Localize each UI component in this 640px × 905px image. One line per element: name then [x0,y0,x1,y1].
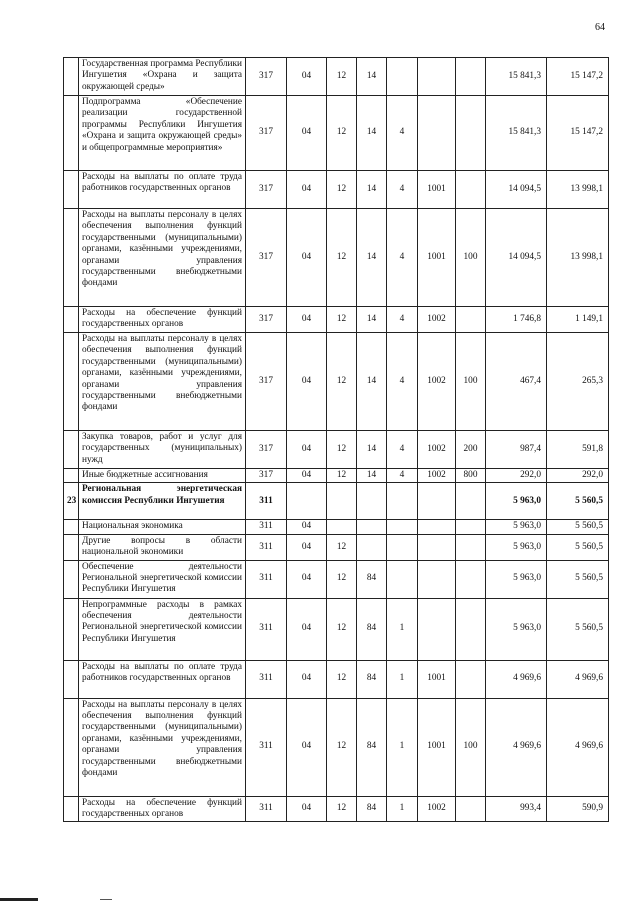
row-number-cell [64,58,79,96]
table-row [64,96,609,171]
direction-code-cell: 1002 [418,469,456,483]
program-code-cell: 14 [357,209,387,307]
subprogram-code-cell: 4 [387,333,418,431]
program-code-cell: 84 [357,560,387,598]
expense-type-code-cell [456,520,486,534]
ministry-code-cell: 311 [246,534,287,560]
row-number-cell [64,560,79,598]
section-code-cell: 04 [287,598,327,660]
expense-name-cell: Непрограммные расходы в рамках обеспечения деятельности Региональной энергетической комиссии Республики Ингушетия [79,598,246,660]
ministry-code-cell: 317 [246,58,287,96]
section-code-cell: 04 [287,171,327,209]
expense-name-cell: Расходы на обеспечение функций государственных органов [79,796,246,822]
subsection-code-cell: 12 [327,598,357,660]
planned-amount-cell: 467,4 [486,333,547,431]
table-row [64,209,609,307]
subsection-code-cell [327,520,357,534]
program-code-cell: 84 [357,598,387,660]
direction-code-cell: 1001 [418,171,456,209]
expense-name-cell: Национальная экономика [79,520,246,534]
expense-type-code-cell [456,483,486,520]
ministry-code-cell: 317 [246,431,287,469]
section-code-cell: 04 [287,58,327,96]
row-number-cell [64,96,79,171]
section-code-cell: 04 [287,209,327,307]
subprogram-code-cell [387,58,418,96]
direction-code-cell [418,520,456,534]
table-row [64,469,609,483]
direction-code-cell: 1002 [418,431,456,469]
section-code-cell: 04 [287,660,327,698]
row-number-cell [64,796,79,822]
row-number-cell [64,698,79,796]
subsection-code-cell: 12 [327,534,357,560]
row-number-cell [64,171,79,209]
row-number-cell [64,469,79,483]
section-code-cell: 04 [287,520,327,534]
executed-amount-cell: 591,8 [547,431,609,469]
direction-code-cell: 1001 [418,698,456,796]
expense-type-code-cell [456,534,486,560]
expense-name-cell: Закупка товаров, работ и услуг для государственных (муниципальных) нужд [79,431,246,469]
table-row [64,431,609,469]
direction-code-cell [418,560,456,598]
subprogram-code-cell: 4 [387,209,418,307]
subsection-code-cell: 12 [327,171,357,209]
subsection-code-cell: 12 [327,307,357,333]
table-row [64,58,609,96]
table-row [64,307,609,333]
executed-amount-cell: 15 147,2 [547,58,609,96]
planned-amount-cell: 4 969,6 [486,698,547,796]
table-row [64,698,609,796]
expense-type-code-cell [456,307,486,333]
subprogram-code-cell: 1 [387,598,418,660]
direction-code-cell: 1001 [418,660,456,698]
program-code-cell: 14 [357,171,387,209]
planned-amount-cell: 5 963,0 [486,560,547,598]
executed-amount-cell: 5 560,5 [547,560,609,598]
table-row [64,660,609,698]
expense-name-cell: Другие вопросы в области национальной экономики [79,534,246,560]
ministry-code-cell: 311 [246,660,287,698]
section-code-cell: 04 [287,431,327,469]
table-row [64,534,609,560]
expense-name-cell: Государственная программа Республики Ингушетия «Охрана и защита окружающей среды» [79,58,246,96]
subsection-code-cell: 12 [327,560,357,598]
table-row [64,560,609,598]
ministry-code-cell: 311 [246,483,287,520]
planned-amount-cell: 15 841,3 [486,96,547,171]
subsection-code-cell: 12 [327,698,357,796]
program-code-cell: 14 [357,333,387,431]
program-code-cell: 84 [357,660,387,698]
planned-amount-cell: 14 094,5 [486,171,547,209]
planned-amount-cell: 5 963,0 [486,483,547,520]
subsection-code-cell: 12 [327,209,357,307]
planned-amount-cell: 5 963,0 [486,534,547,560]
expense-type-code-cell: 800 [456,469,486,483]
footer-mark [0,898,38,901]
subprogram-code-cell: 4 [387,469,418,483]
expense-type-code-cell [456,171,486,209]
subprogram-code-cell: 1 [387,660,418,698]
footer-dash [100,899,112,900]
expense-name-cell: Иные бюджетные ассигнования [79,469,246,483]
planned-amount-cell: 987,4 [486,431,547,469]
ministry-code-cell: 311 [246,598,287,660]
program-code-cell: 14 [357,307,387,333]
row-number-cell: 23 [64,483,79,520]
executed-amount-cell: 13 998,1 [547,171,609,209]
subsection-code-cell: 12 [327,469,357,483]
subsection-code-cell [327,483,357,520]
subprogram-code-cell: 4 [387,431,418,469]
subprogram-code-cell: 4 [387,171,418,209]
table-row [64,483,609,520]
section-code-cell: 04 [287,796,327,822]
subprogram-code-cell: 4 [387,96,418,171]
budget-table [63,57,609,822]
executed-amount-cell: 265,3 [547,333,609,431]
table-row [64,598,609,660]
executed-amount-cell: 4 969,6 [547,660,609,698]
planned-amount-cell: 4 969,6 [486,660,547,698]
ministry-code-cell: 317 [246,171,287,209]
expense-name-cell: Региональная энергетическая комиссия Республики Ингушетия [79,483,246,520]
section-code-cell: 04 [287,96,327,171]
expense-type-code-cell [456,560,486,598]
executed-amount-cell: 5 560,5 [547,534,609,560]
subprogram-code-cell [387,534,418,560]
ministry-code-cell: 317 [246,96,287,171]
executed-amount-cell: 5 560,5 [547,520,609,534]
subsection-code-cell: 12 [327,796,357,822]
program-code-cell [357,483,387,520]
program-code-cell: 14 [357,469,387,483]
subsection-code-cell: 12 [327,58,357,96]
ministry-code-cell: 317 [246,333,287,431]
direction-code-cell [418,483,456,520]
table-row [64,171,609,209]
subprogram-code-cell: 1 [387,698,418,796]
ministry-code-cell: 317 [246,469,287,483]
executed-amount-cell: 5 560,5 [547,598,609,660]
expense-name-cell: Расходы на выплаты персоналу в целях обеспечения выполнения функций государственными (муниципальными) органами, казёнными учреждениями, органами управления государственными внебюджетными фондами [79,698,246,796]
table-row [64,520,609,534]
program-code-cell: 14 [357,96,387,171]
planned-amount-cell: 5 963,0 [486,520,547,534]
direction-code-cell [418,58,456,96]
direction-code-cell: 1002 [418,333,456,431]
expense-name-cell: Подпрограмма «Обеспечение реализации государственной программы Республики Ингушетия «Охрана и защита окружающей среды» и общепрограммные мероприятия» [79,96,246,171]
row-number-cell [64,431,79,469]
row-number-cell [64,598,79,660]
subsection-code-cell: 12 [327,660,357,698]
executed-amount-cell: 5 560,5 [547,483,609,520]
subsection-code-cell: 12 [327,431,357,469]
row-number-cell [64,534,79,560]
direction-code-cell: 1002 [418,307,456,333]
direction-code-cell [418,534,456,560]
expense-type-code-cell [456,660,486,698]
subsection-code-cell: 12 [327,96,357,171]
subprogram-code-cell [387,560,418,598]
row-number-cell [64,333,79,431]
section-code-cell [287,483,327,520]
direction-code-cell: 1001 [418,209,456,307]
planned-amount-cell: 1 746,8 [486,307,547,333]
executed-amount-cell: 292,0 [547,469,609,483]
expense-type-code-cell: 200 [456,431,486,469]
expense-type-code-cell: 100 [456,209,486,307]
direction-code-cell: 1002 [418,796,456,822]
section-code-cell: 04 [287,534,327,560]
subprogram-code-cell: 4 [387,307,418,333]
ministry-code-cell: 317 [246,307,287,333]
direction-code-cell [418,96,456,171]
section-code-cell: 04 [287,560,327,598]
expense-type-code-cell [456,796,486,822]
direction-code-cell [418,598,456,660]
subprogram-code-cell [387,520,418,534]
expense-name-cell: Обеспечение деятельности Региональной энергетической комиссии Республики Ингушетия [79,560,246,598]
executed-amount-cell: 590,9 [547,796,609,822]
subsection-code-cell: 12 [327,333,357,431]
ministry-code-cell: 311 [246,560,287,598]
program-code-cell: 14 [357,431,387,469]
planned-amount-cell: 15 841,3 [486,58,547,96]
table-row [64,796,609,822]
page-number: 64 [595,22,605,33]
planned-amount-cell: 292,0 [486,469,547,483]
ministry-code-cell: 311 [246,698,287,796]
executed-amount-cell: 15 147,2 [547,96,609,171]
expense-name-cell: Расходы на обеспечение функций государственных органов [79,307,246,333]
section-code-cell: 04 [287,333,327,431]
executed-amount-cell: 4 969,6 [547,698,609,796]
expense-name-cell: Расходы на выплаты по оплате труда работников государственных органов [79,660,246,698]
ministry-code-cell: 311 [246,796,287,822]
section-code-cell: 04 [287,307,327,333]
ministry-code-cell: 317 [246,209,287,307]
planned-amount-cell: 14 094,5 [486,209,547,307]
expense-name-cell: Расходы на выплаты персоналу в целях обеспечения выполнения функций государственными (муниципальными) органами, казёнными учреждениями, органами управления государственными внебюджетными фондами [79,333,246,431]
expense-type-code-cell [456,598,486,660]
row-number-cell [64,307,79,333]
budget-table-body [64,58,609,822]
expense-name-cell: Расходы на выплаты персоналу в целях обеспечения выполнения функций государственными (муниципальными) органами, казёнными учреждениями, органами управления государственными внебюджетными фондами [79,209,246,307]
row-number-cell [64,660,79,698]
expense-name-cell: Расходы на выплаты по оплате труда работников государственных органов [79,171,246,209]
subprogram-code-cell: 1 [387,796,418,822]
program-code-cell: 84 [357,796,387,822]
program-code-cell [357,534,387,560]
subprogram-code-cell [387,483,418,520]
section-code-cell: 04 [287,698,327,796]
planned-amount-cell: 993,4 [486,796,547,822]
program-code-cell: 14 [357,58,387,96]
ministry-code-cell: 311 [246,520,287,534]
expense-type-code-cell: 100 [456,698,486,796]
table-row [64,333,609,431]
program-code-cell [357,520,387,534]
section-code-cell: 04 [287,469,327,483]
expense-type-code-cell [456,58,486,96]
executed-amount-cell: 1 149,1 [547,307,609,333]
row-number-cell [64,209,79,307]
program-code-cell: 84 [357,698,387,796]
expense-type-code-cell: 100 [456,333,486,431]
row-number-cell [64,520,79,534]
planned-amount-cell: 5 963,0 [486,598,547,660]
expense-type-code-cell [456,96,486,171]
executed-amount-cell: 13 998,1 [547,209,609,307]
